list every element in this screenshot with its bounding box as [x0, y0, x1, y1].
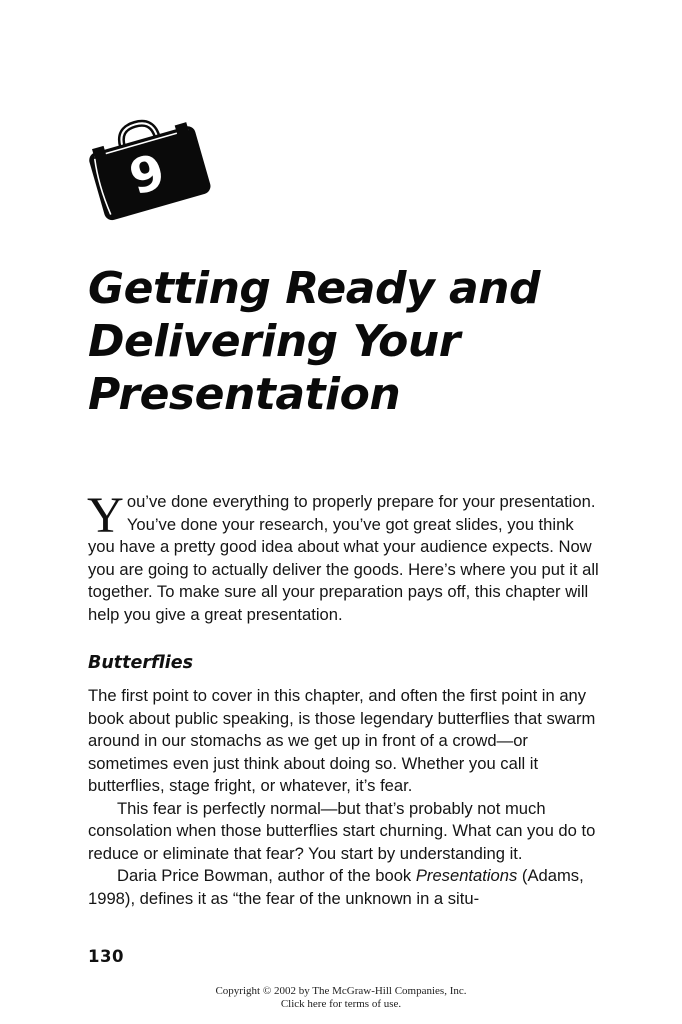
paragraph: The first point to cover in this chapter, and often the first point in any book about public speaking, is those legendary butterflies that swarm around in our stomachs as we get up in front of a crowd—or sometimes even just think about doing so. Whether you call it butterflies, stage fright, or whatever, it’s fear.: [88, 686, 596, 795]
chapter-title: [88, 262, 648, 421]
section-body: [88, 685, 600, 910]
intro-text: ou’ve done everything to properly prepare for your presentation. You’ve done your research, you’ve got great slides, you think you have a pretty good idea about what your audience expects. Now you are going to actually deliver the goods. Here’s where you put it all together. To make sure all your preparation pays off, this chapter will help you give a great presentation.: [88, 492, 599, 624]
book-title: Presentations: [415, 866, 518, 885]
terms-link[interactable]: Click here for terms of use.: [280, 997, 402, 1010]
section-heading: Butterflies: [88, 653, 194, 673]
chapter-title-line-1: Getting Ready and: [88, 263, 540, 314]
paragraph-text: Daria Price Bowman, author of the book: [117, 866, 416, 885]
briefcase-icon: [86, 108, 214, 226]
page-number: 130: [88, 947, 124, 966]
intro-paragraph: [87, 488, 600, 626]
chapter-title-line-2: Delivering Your: [88, 316, 460, 367]
paragraph-text: (Adams, 1998), defines it as “the fear of the unknown in a situ-: [88, 866, 584, 908]
drop-cap: Y: [87, 488, 124, 544]
chapter-number: 9: [123, 143, 172, 207]
paragraph: [88, 865, 600, 910]
copyright-notice: Copyright © 2002 by The McGraw-Hill Companies, Inc.: [215, 985, 467, 997]
footer: [0, 985, 682, 1010]
chapter-title-line-3: Presentation: [88, 369, 401, 420]
paragraph: This fear is perfectly normal—but that’s probably not much consolation when those butterflies start churning. What can you do to reduce or eliminate that fear? You start by understanding it.: [88, 798, 596, 863]
